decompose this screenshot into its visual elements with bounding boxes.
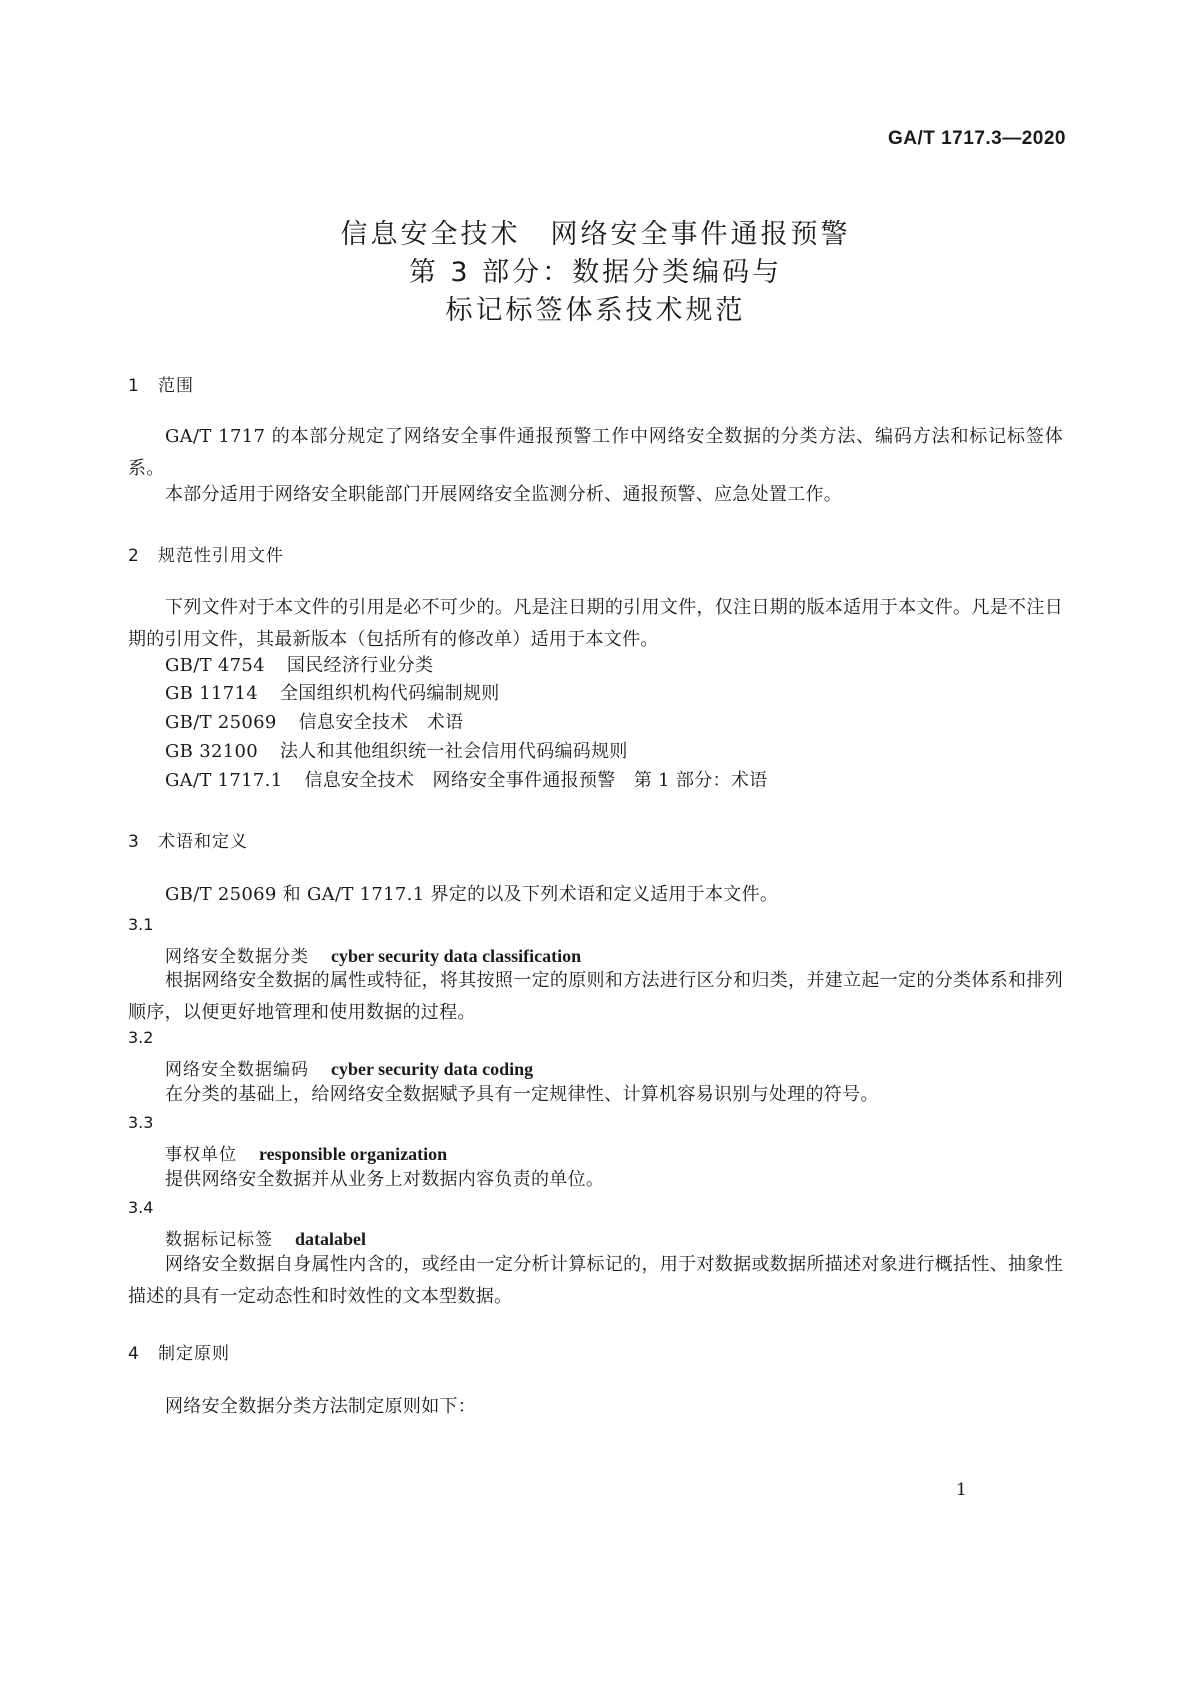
section-3-heading [128, 827, 248, 852]
section-title: 规范性引用文件 [158, 546, 284, 566]
term-chinese: 事权单位 [165, 1145, 237, 1165]
term-heading [165, 1055, 533, 1080]
term-number: 3.1 [128, 915, 154, 934]
term-heading [165, 1140, 447, 1165]
section-2-intro: 下列文件对于本文件的引用是必不可少的。凡是注日期的引用文件，仅注日期的版本适用于本文件。凡是不注日期的引用文件，其最新版本（包括所有的修改单）适用于本文件。 [128, 597, 1063, 650]
term-english: responsible organization [259, 1144, 448, 1164]
section-1-paragraph-1: GA/T 1717 的本部分规定了网络安全事件通报预警工作中网络安全数据的分类方法、编码方法和标记标签体系。 [128, 426, 1063, 479]
reference-item [165, 736, 628, 768]
term-number: 3.3 [128, 1113, 154, 1132]
term-chinese: 数据标记标签 [165, 1230, 273, 1250]
reference-item [165, 765, 767, 797]
section-1-heading [128, 371, 194, 396]
term-number: 3.4 [128, 1198, 154, 1217]
section-number: 2 [128, 546, 140, 566]
reference-title: 信息安全技术 网络安全事件通报预警 第 1 部分：术语 [304, 770, 768, 791]
section-1-paragraph-2: 本部分适用于网络安全职能部门开展网络安全监测分析、通报预警、应急处置工作。 [165, 484, 843, 505]
page-number: 1 [956, 1480, 967, 1500]
document-title-line-1: 信息安全技术 网络安全事件通报预警 [340, 219, 851, 250]
section-2-heading [128, 541, 284, 566]
section-number: 4 [128, 1344, 140, 1364]
term-heading [165, 1225, 366, 1250]
document-title-line-2: 第 3 部分：数据分类编码与 [408, 257, 783, 288]
reference-code: GB 11714 [165, 683, 258, 704]
reference-code: GA/T 1717.1 [165, 770, 283, 791]
document-title-line-3: 标记标签体系技术规范 [445, 295, 746, 326]
standard-number: GA/T 1717.3—2020 [887, 128, 1066, 149]
term-heading [165, 942, 581, 967]
term-chinese: 网络安全数据编码 [165, 1060, 309, 1080]
term-english: cyber security data coding [331, 1059, 534, 1079]
section-title: 制定原则 [158, 1344, 230, 1364]
term-chinese: 网络安全数据分类 [165, 947, 309, 967]
reference-code: GB/T 4754 [165, 655, 265, 676]
reference-title: 信息安全技术 术语 [298, 712, 464, 733]
term-definition: 根据网络安全数据的属性或特征，将其按照一定的原则和方法进行区分和归类，并建立起一定的分类体系和排列顺序，以便更好地管理和使用数据的过程。 [128, 970, 1063, 1023]
reference-code: GB 32100 [165, 741, 258, 762]
term-definition: 提供网络安全数据并从业务上对数据内容负责的单位。 [165, 1169, 605, 1190]
reference-code: GB/T 25069 [165, 712, 277, 733]
section-number: 3 [128, 832, 140, 852]
term-definition: 网络安全数据自身属性内含的，或经由一定分析计算标记的，用于对数据或数据所描述对象进行概括性、抽象性描述的具有一定动态性和时效性的文本型数据。 [128, 1254, 1063, 1307]
section-4-heading [128, 1339, 230, 1364]
section-4-intro: 网络安全数据分类方法制定原则如下： [165, 1396, 477, 1417]
term-definition: 在分类的基础上，给网络安全数据赋予具有一定规律性、计算机容易识别与处理的符号。 [165, 1084, 879, 1105]
term-english: cyber security data classification [331, 946, 582, 966]
reference-title: 全国组织机构代码编制规则 [280, 683, 500, 704]
section-number: 1 [128, 376, 140, 396]
reference-item [165, 707, 463, 739]
reference-item [165, 678, 500, 710]
reference-title: 法人和其他组织统一社会信用代码编码规则 [280, 741, 628, 762]
term-english: datalabel [295, 1229, 367, 1249]
term-number: 3.2 [128, 1028, 154, 1047]
section-title: 范围 [158, 376, 194, 396]
section-3-intro: GB/T 25069 和 GA/T 1717.1 界定的以及下列术语和定义适用于本文件。 [165, 884, 779, 905]
reference-title: 国民经济行业分类 [286, 655, 434, 676]
section-title: 术语和定义 [158, 832, 248, 852]
